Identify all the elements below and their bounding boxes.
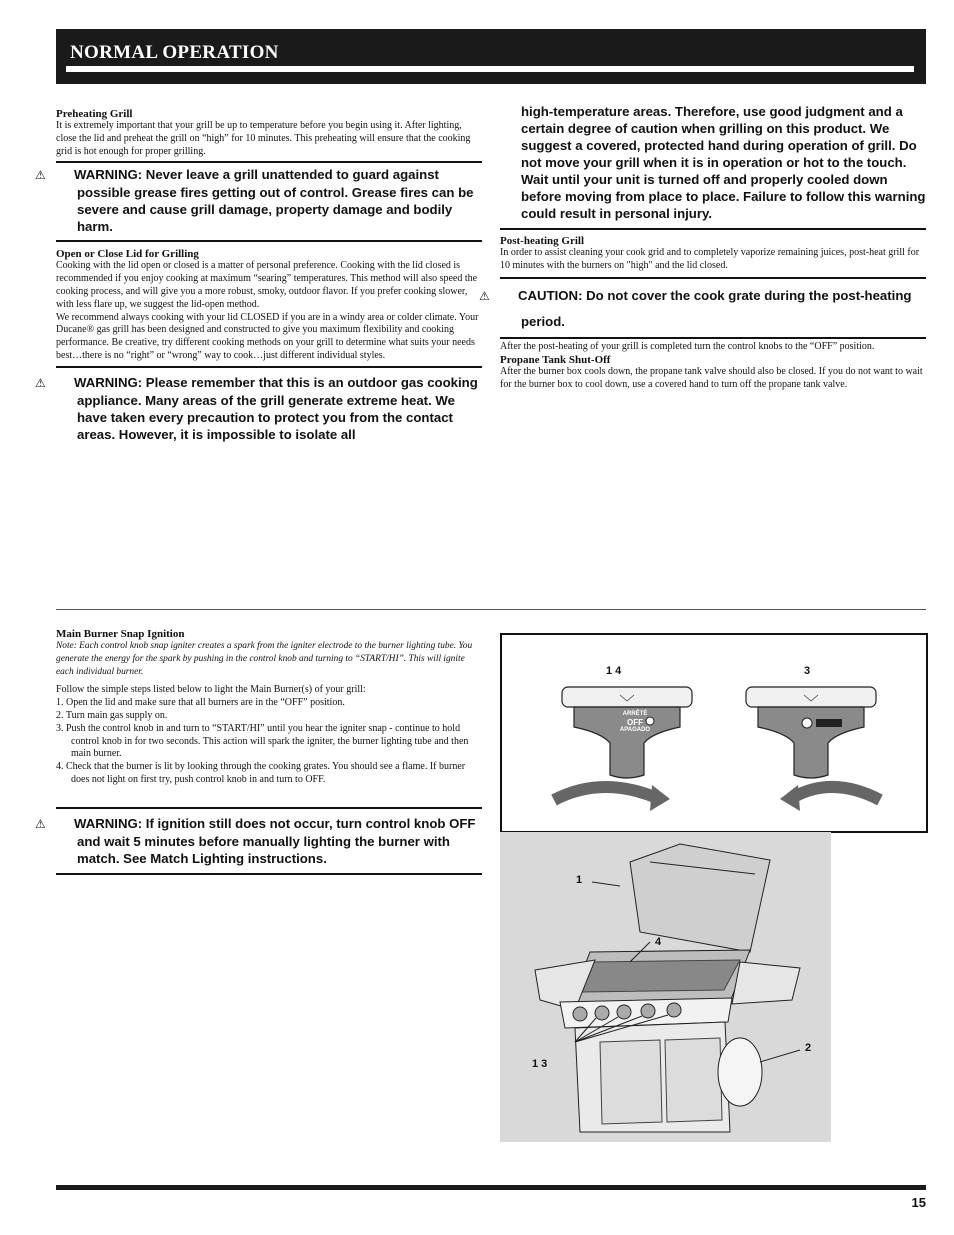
steps-intro: Follow the simple steps listed below to light the Main Burner(s) of your grill:: [56, 684, 366, 696]
knob-off-illustration: [554, 687, 692, 811]
knob-label-top: ARRÊTÉ: [622, 711, 648, 717]
grill-illustration: [500, 832, 831, 1142]
list-item: 2. Turn main gas supply on.: [56, 709, 168, 721]
ignition-steps: [56, 697, 482, 787]
warning-box-1: [35, 161, 482, 242]
preheat-body: It is extremely important that your grill be up to temperature before you begin using it. After lighting, close the lid and preheat the grill on “high” for 10 minutes. This preheating will ensure that the cooking grid is hot enough for proper grilling.: [56, 120, 471, 157]
grill-callout-4: 4: [655, 936, 662, 948]
grill-callout-1: 1: [576, 874, 583, 886]
warning-box-2: [35, 366, 482, 443]
list-item: 3. Push the control knob in and turn to “START/HI” until you hear the igniter snap - continue to hold control knob in for two seconds. This action will spark the igniter, the burner lighting tube and then main burner.: [56, 722, 469, 760]
right-top-column: [479, 103, 926, 392]
caution-box: [479, 277, 926, 339]
caution-text: CAUTION: Do not cover the cook grate during the post-heating period.: [518, 287, 912, 329]
knob-start-illustration: [746, 687, 880, 811]
postheat-body: In order to assist cleaning your cook grid and to completely vaporize remaining juices, post-heat grill for 10 minutes with the burners on "high" and the lid closed.: [500, 247, 920, 271]
warning-2-text: WARNING: Please remember that this is an outdoor gas cooking appliance. Many areas of the grill generate extreme heat. We have taken every precaution to protect you from the contact areas. However, it is impossible to isolate all: [74, 374, 478, 442]
knob-illustration: [502, 635, 926, 831]
grill-callout-2: 2: [805, 1042, 812, 1054]
postheat-section: [500, 228, 926, 273]
warning-triangle-icon: ⚠: [35, 816, 46, 831]
preheat-heading: Preheating Grill: [56, 108, 133, 120]
after-postheat-body: After the post-heating of your grill is completed turn the control knobs to the “OFF” position.: [500, 340, 875, 352]
knob-callout-right: 3: [804, 665, 811, 677]
warning-triangle-icon: ⚠: [35, 168, 46, 183]
knob-label-bottom: APAGADO: [619, 727, 651, 733]
knob-label-group: [610, 711, 660, 734]
warning-1-text: WARNING: Never leave a grill unattended to guard against possible grease fires getting out of control. Grease fires can be severe and cause grill damage, property damage and bodily harm.: [74, 167, 474, 235]
footer-rule: [56, 1185, 926, 1190]
propane-body: After the burner box cools down, the propane tank valve should also be closed. If you do not want to wait for the burner box to cool down, use a covered hand to turn off the propane tank valve.: [500, 366, 923, 391]
knob-label-mid: OFF: [627, 718, 643, 727]
bottom-left-column: [35, 628, 482, 875]
propane-heading: Propane Tank Shut-Off: [500, 354, 611, 367]
page-number: 15: [911, 1195, 926, 1210]
left-top-column: [35, 108, 482, 443]
lid-body-1: Cooking with the lid open or closed is a matter of personal preference. Cooking with the lid closed is recommended if you enjoy cooking at maximum “searing” temperatures. This method will also speed the cooking process, and will give you a more robust, smoky, outdoor flavor. If you prefer cooking slower, with less flare up, we suggest the lid-open method.: [56, 260, 478, 310]
lid-heading: Open or Close Lid for Grilling: [56, 248, 199, 261]
header-rule: [66, 66, 914, 72]
postheat-heading: Post-heating Grill: [500, 235, 585, 247]
ignition-note: Note: Each control knob snap igniter creates a spark from the igniter electrode to the burner lighting tube. You generate the energy for the spark by pushing in the control knob and turning to “START/HI”. This will ignite each individual burner.: [56, 641, 473, 677]
grill-callout-13: 1 3: [532, 1058, 548, 1070]
ignition-heading: Main Burner Snap Ignition: [56, 628, 185, 640]
list-item: 1. Open the lid and make sure that all burners are in the “OFF” position.: [56, 697, 345, 709]
list-item: 4. Check that the burner is lit by looking through the cooking grates. You should see a flame. If burner does not light on first try, push control knob in and turn to OFF.: [56, 761, 466, 785]
warning-3-text: WARNING: If ignition still does not occur, turn control knob OFF and wait 5 minutes before manually lighting the burner with match. See Match Lighting instructions.: [74, 815, 476, 866]
grill-figure: [500, 832, 831, 1142]
warning-2-continued: high-temperature areas. Therefore, use good judgment and a certain degree of caution when grilling on this product. We suggest a covered, protected hand during operation of grill. Do not move your grill when it is in operation or hot to the touch. Wait until your unit is turned off and properly cooled down before moving from place to place. Failure to follow this warning could result in personal injury.: [521, 104, 926, 221]
section-divider: [56, 609, 926, 610]
knob-figure: [500, 633, 928, 833]
knob-callout-left: 1 4: [606, 665, 622, 677]
section-title: NORMAL OPERATION: [70, 42, 279, 63]
warning-triangle-icon: ⚠: [35, 375, 46, 390]
lid-body-2: We recommend always cooking with your lid CLOSED if you are in a windy area or colder climate. Your Ducane® gas grill has been designed and constructed to give you maximum flexibility and cooking performance. Be creative, try different cooking methods on your grill to determine what suits your needs best…there is no “right” or “wrong” way to cook…just different individual styles.: [56, 311, 479, 361]
warning-triangle-icon: ⚠: [479, 288, 490, 303]
warning-box-3: [35, 807, 482, 875]
section-header: [56, 29, 926, 84]
